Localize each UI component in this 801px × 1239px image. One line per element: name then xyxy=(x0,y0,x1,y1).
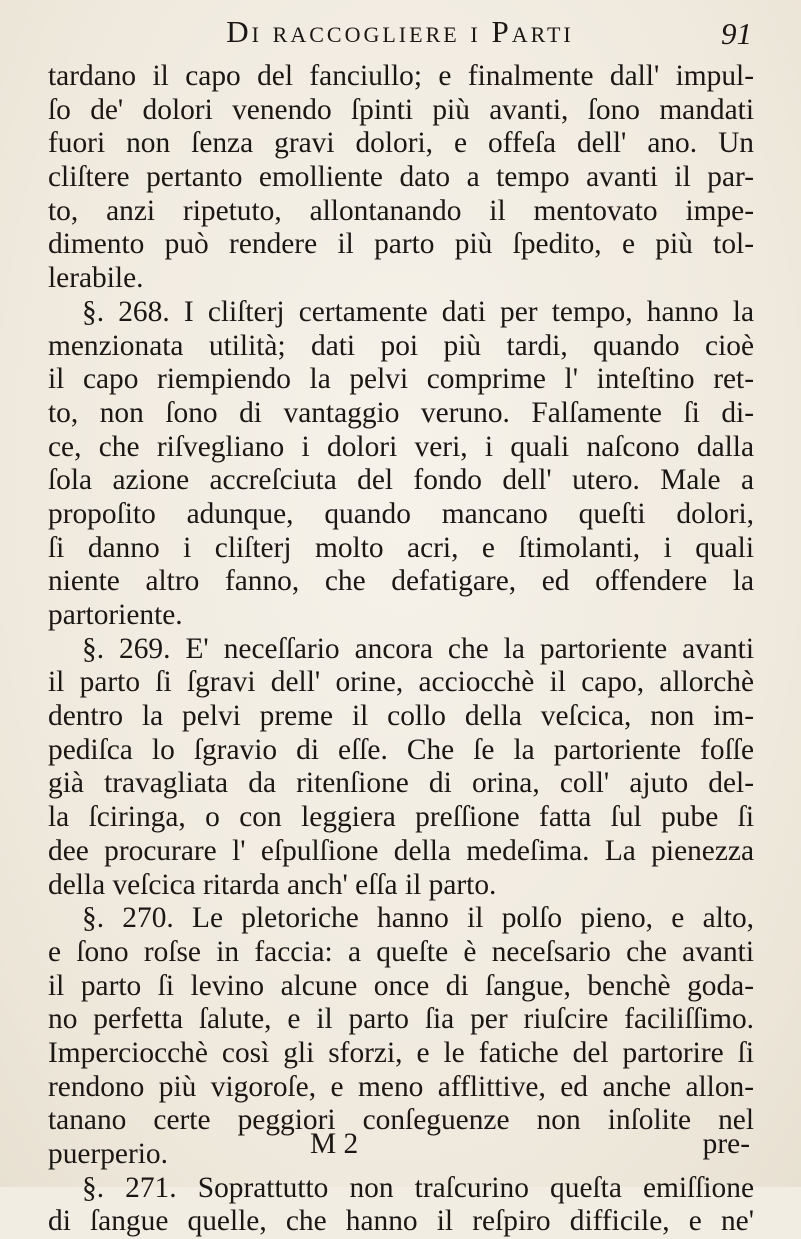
text-line: il parto ſi levino alcune once di ſangue, benchè goda- xyxy=(48,969,754,1002)
text-line: tardano il capo del fanciullo; e finalmente dall' impul- xyxy=(48,60,754,92)
text-line: pediſca lo ſgravio di eſſe. Che ſe la partoriente foſſe xyxy=(48,733,754,766)
text-line: partoriente. xyxy=(48,599,183,631)
text-line: to, anzi ripetuto, allontanando il mentovato impe- xyxy=(48,194,754,227)
text-line: fuori non ſenza gravi dolori, e offeſa dell' ano. Un xyxy=(48,127,754,160)
text-line: dimento può rendere il parto più ſpedito, e più tol- xyxy=(48,228,754,261)
text-line: §. 270. Le pletoriche hanno il polſo pieno, e alto, xyxy=(82,902,754,935)
text-line: §. 271. Soprattutto non traſcurino queſta emiſſione xyxy=(82,1171,754,1204)
text-line: Imperciocchè così gli sforzi, e le fatiche del partorire ſi xyxy=(48,1036,754,1069)
page-number: 91 xyxy=(721,16,752,51)
text-line: lerabile. xyxy=(48,262,144,295)
text-line: menzionata utilità; dati poi più tardi, quando cioè xyxy=(48,329,754,362)
running-title: Di raccogliere i Parti xyxy=(226,14,574,49)
text-line: rendono più vigoroſe, e meno afflittive, ed anche allon- xyxy=(48,1070,754,1103)
text-line: il capo riempiendo la pelvi comprime l' inteſtino ret- xyxy=(48,363,754,396)
text-line: to, non ſono di vantaggio veruno. Falſamente ſi di- xyxy=(48,396,754,429)
text-line: puerperio. xyxy=(48,1138,168,1170)
text-line: ſi danno i cliſterj molto acri, e ſtimolanti, i quali xyxy=(48,531,754,564)
text-line: della veſcica ritarda anch' eſſa il parto. xyxy=(48,868,497,901)
text-line: propoſito adunque, quando mancano queſti dolori, xyxy=(48,497,754,530)
text-line: tanano certe peggiori conſeguenze non inſolite nel xyxy=(48,1104,754,1137)
text-line: ſo de' dolori venendo ſpinti più avanti, ſono mandati xyxy=(48,93,754,126)
text-line: no perfetta ſalute, e il parto ſia per riuſcire faciliſſimo. xyxy=(48,1003,754,1036)
text-line: di ſangue quelle, che hanno il reſpiro difficile, e ne' xyxy=(48,1205,754,1238)
text-line: cliſtere pertanto emolliente dato a tempo avanti il par- xyxy=(48,161,754,194)
text-line: ce, che riſvegliano i dolori veri, i quali naſcono dalla xyxy=(48,430,754,463)
catchword: pre- xyxy=(702,1128,750,1160)
page-header xyxy=(40,10,760,54)
text-line: già travagliata da ritenſione di orina, coll' ajuto del- xyxy=(48,767,754,800)
text-line: §. 268. I cliſterj certamente dati per tempo, hanno la xyxy=(82,295,754,328)
signature-mark: M 2 xyxy=(310,1128,359,1160)
text-line: ſola azione accreſciuta del fondo dell' utero. Male a xyxy=(48,464,754,497)
text-line: §. 269. E' neceſſario ancora che la partoriente avanti xyxy=(82,632,754,665)
text-line: la ſciringa, o con leggiera preſſione fatta ſul pube ſi xyxy=(48,801,754,834)
text-line: e ſono roſse in faccia: a queſte è neceſsario che avanti xyxy=(48,935,754,968)
text-line: niente altro fanno, che defatigare, ed offendere la xyxy=(48,565,754,598)
page-footer xyxy=(48,1128,754,1164)
body-text xyxy=(48,60,754,1239)
text-line: il parto ſi ſgravi dell' orine, acciocchè il capo, allorchè xyxy=(48,666,754,699)
text-line: dentro la pelvi preme il collo della veſcica, non im- xyxy=(48,700,754,733)
text-line: dee procurare l' eſpulſione della medeſima. La pienezza xyxy=(48,834,754,867)
